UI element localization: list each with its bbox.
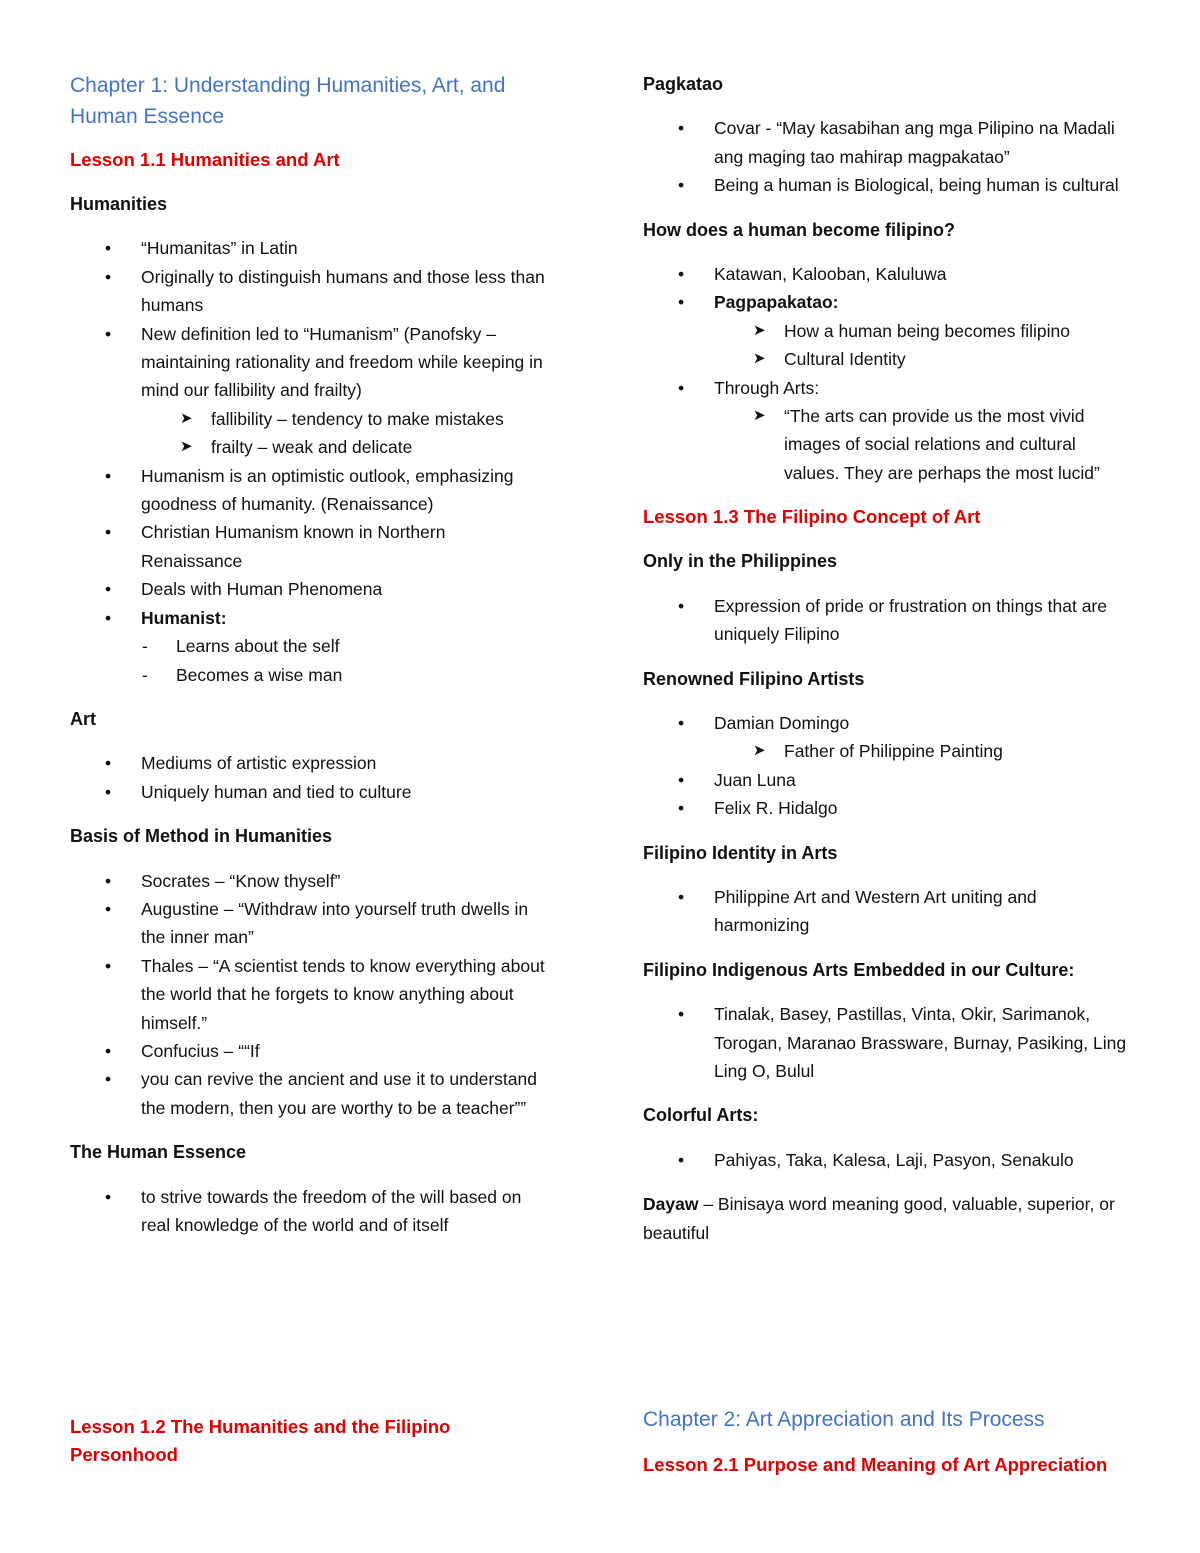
lesson-1-3-title: Lesson 1.3 The Filipino Concept of Art xyxy=(643,506,981,528)
arrow-bullet-icon: ➤ xyxy=(753,407,766,425)
bullet-icon: • xyxy=(678,1004,685,1025)
bullet-icon: • xyxy=(105,238,112,259)
list-item: • “Humanitas” in Latin xyxy=(70,234,550,262)
dayaw-definition: Dayaw – Binisaya word meaning good, valuable, superior, or beautiful xyxy=(643,1194,1115,1243)
only-philippines-heading: Only in the Philippines xyxy=(643,551,838,572)
list-item: • Tinalak, Basey, Pastillas, Vinta, Okir, Sarimanok, Torogan, Maranao Brassware, Burnay, Pasiking, Ling Ling O, Bulul xyxy=(643,1000,1133,1085)
indigenous-arts-heading: Filipino Indigenous Arts Embedded in our Culture: xyxy=(643,959,1075,980)
bullet-icon: • xyxy=(678,1149,685,1170)
list-item: • Confucius – ““If xyxy=(70,1037,550,1065)
bullet-icon: • xyxy=(105,870,112,891)
bullet-icon: • xyxy=(105,781,112,802)
colorful-arts-list xyxy=(643,1146,1133,1174)
humanism-sublist xyxy=(141,405,550,462)
list-item: ➤ “The arts can provide us the most vivid images of social relations and cultural values. They are perhaps the most lucid” xyxy=(643,402,1133,487)
bullet-icon: • xyxy=(105,266,112,287)
bullet-icon: • xyxy=(678,595,685,616)
bullet-icon: • xyxy=(105,1186,112,1207)
list-item: • Felix R. Hidalgo xyxy=(643,794,1133,822)
bullet-icon: • xyxy=(105,522,112,543)
arrow-bullet-icon: ➤ xyxy=(180,438,193,456)
arrow-bullet-icon: ➤ xyxy=(753,350,766,368)
colorful-arts-heading: Colorful Arts: xyxy=(643,1105,759,1126)
list-item: • Katawan, Kalooban, Kaluluwa xyxy=(643,260,1133,288)
list-item: • Thales – “A scientist tends to know everything about the world that he forgets to know anything about himself.” xyxy=(70,952,550,1037)
list-item: • Juan Luna xyxy=(643,766,1133,794)
list-item: • New definition led to “Humanism” (Panofsky – maintaining rationality and freedom while keeping in mind our fallibility and frailty) ➤ fallibility – tendency to make mistakes ➤ frailty – weak and delicate xyxy=(70,320,550,462)
filipino-identity-heading: Filipino Identity in Arts xyxy=(643,842,838,863)
list-item: • Expression of pride or frustration on things that are uniquely Filipino xyxy=(643,592,1133,649)
become-filipino-heading: How does a human become filipino? xyxy=(643,219,956,240)
lesson-1-2-title: Lesson 1.2 The Humanities and the Filipino Personhood xyxy=(70,1416,451,1465)
arrow-bullet-icon: ➤ xyxy=(180,409,193,427)
bullet-icon: • xyxy=(678,264,685,285)
list-item: • Originally to distinguish humans and those less than humans xyxy=(70,263,550,320)
art-list xyxy=(70,749,550,806)
list-item: • Through Arts: ➤ “The arts can provide us the most vivid images of social relations and cultural values. They are perhaps the most lucid” xyxy=(643,374,1133,488)
list-item: • Christian Humanism known in Northern Renaissance xyxy=(70,518,550,575)
chapter-1-title: Chapter 1: Understanding Humanities, Art, and Human Essence xyxy=(70,74,506,128)
list-item: • to strive towards the freedom of the will based on real knowledge of the world and of itself xyxy=(70,1183,550,1240)
bullet-icon: • xyxy=(105,579,112,600)
bullet-icon: • xyxy=(105,1069,112,1090)
list-item xyxy=(70,604,550,689)
list-item: - Learns about the self xyxy=(70,632,550,660)
pagkatao-list xyxy=(643,114,1133,199)
basis-list xyxy=(70,867,550,1123)
lesson-1-1-title: Lesson 1.1 Humanities and Art xyxy=(70,149,340,170)
list-item: • you can revive the ancient and use it to understand the modern, then you are worthy to be a teacher”” xyxy=(70,1065,550,1122)
bullet-icon: • xyxy=(678,712,685,733)
bullet-icon: • xyxy=(105,323,112,344)
list-item: • Uniquely human and tied to culture xyxy=(70,778,550,806)
list-item: • Being a human is Biological, being human is cultural xyxy=(643,171,1133,199)
pagpapakatao-sublist xyxy=(714,317,1133,374)
human-essence-heading: The Human Essence xyxy=(70,1142,247,1163)
list-item: ➤ Cultural Identity xyxy=(643,345,1133,373)
list-item: • Augustine – “Withdraw into yourself truth dwells in the inner man” xyxy=(70,895,550,952)
renowned-artists-list xyxy=(643,709,1133,823)
bullet-icon: • xyxy=(678,886,685,907)
list-item: ➤ fallibility – tendency to make mistakes xyxy=(70,405,550,433)
bullet-icon: • xyxy=(678,769,685,790)
right-column xyxy=(643,70,1133,1247)
bullet-icon: • xyxy=(105,465,112,486)
list-item: • Covar - “May kasabihan ang mga Pilipino na Madali ang maging tao mahirap magpakatao” xyxy=(643,114,1133,171)
become-filipino-list xyxy=(643,260,1133,487)
through-arts-sublist xyxy=(714,402,1133,487)
lesson-2-1-title: Lesson 2.1 Purpose and Meaning of Art Appreciation xyxy=(643,1454,1108,1475)
only-philippines-list xyxy=(643,592,1133,649)
dayaw-term: Dayaw xyxy=(643,1194,699,1215)
list-item: • Humanism is an optimistic outlook, emphasizing goodness of humanity. (Renaissance) xyxy=(70,462,550,519)
humanities-list xyxy=(70,234,550,689)
pagkatao-heading: Pagkatao xyxy=(643,74,724,94)
list-item: • Pagpapakatao: ➤ How a human being becomes filipino ➤ Cultural Identity xyxy=(643,288,1133,373)
left-column xyxy=(70,70,550,1255)
bullet-icon: • xyxy=(678,118,685,139)
renowned-artists-heading: Renowned Filipino Artists xyxy=(643,668,865,689)
damian-domingo-sublist xyxy=(714,737,1133,765)
list-item: • Philippine Art and Western Art uniting and harmonizing xyxy=(643,883,1133,940)
humanities-heading: Humanities xyxy=(70,194,168,214)
list-item: • Deals with Human Phenomena xyxy=(70,575,550,603)
dash-bullet-icon: - xyxy=(142,636,148,657)
indigenous-arts-list xyxy=(643,1000,1133,1085)
list-item: - Becomes a wise man xyxy=(70,661,550,689)
bullet-icon: • xyxy=(678,377,685,398)
bullet-icon: • xyxy=(105,753,112,774)
bullet-icon: • xyxy=(678,292,685,313)
human-essence-list xyxy=(70,1183,550,1240)
filipino-identity-list xyxy=(643,883,1133,940)
bullet-icon: • xyxy=(678,798,685,819)
bullet-icon: • xyxy=(678,175,685,196)
humanist-sublist xyxy=(141,632,550,689)
chapter-2-title: Chapter 2: Art Appreciation and Its Process xyxy=(643,1408,1045,1431)
list-item: • Damian Domingo ➤ Father of Philippine Painting xyxy=(643,709,1133,766)
arrow-bullet-icon: ➤ xyxy=(753,321,766,339)
bullet-icon: • xyxy=(105,898,112,919)
list-item: • Pahiyas, Taka, Kalesa, Laji, Pasyon, Senakulo xyxy=(643,1146,1133,1174)
art-heading: Art xyxy=(70,708,96,729)
humanist-label: Humanist: xyxy=(141,607,227,628)
list-item: ➤ Father of Philippine Painting xyxy=(643,737,1133,765)
bullet-icon: • xyxy=(105,955,112,976)
dash-bullet-icon: - xyxy=(142,664,148,685)
bullet-icon: • xyxy=(105,1040,112,1061)
list-item: • Socrates – “Know thyself” xyxy=(70,867,550,895)
list-item: • Mediums of artistic expression xyxy=(70,749,550,777)
arrow-bullet-icon: ➤ xyxy=(753,742,766,760)
bullet-icon: • xyxy=(105,607,112,628)
list-item: ➤ How a human being becomes filipino xyxy=(643,317,1133,345)
basis-heading: Basis of Method in Humanities xyxy=(70,826,333,847)
list-item: ➤ frailty – weak and delicate xyxy=(70,433,550,461)
